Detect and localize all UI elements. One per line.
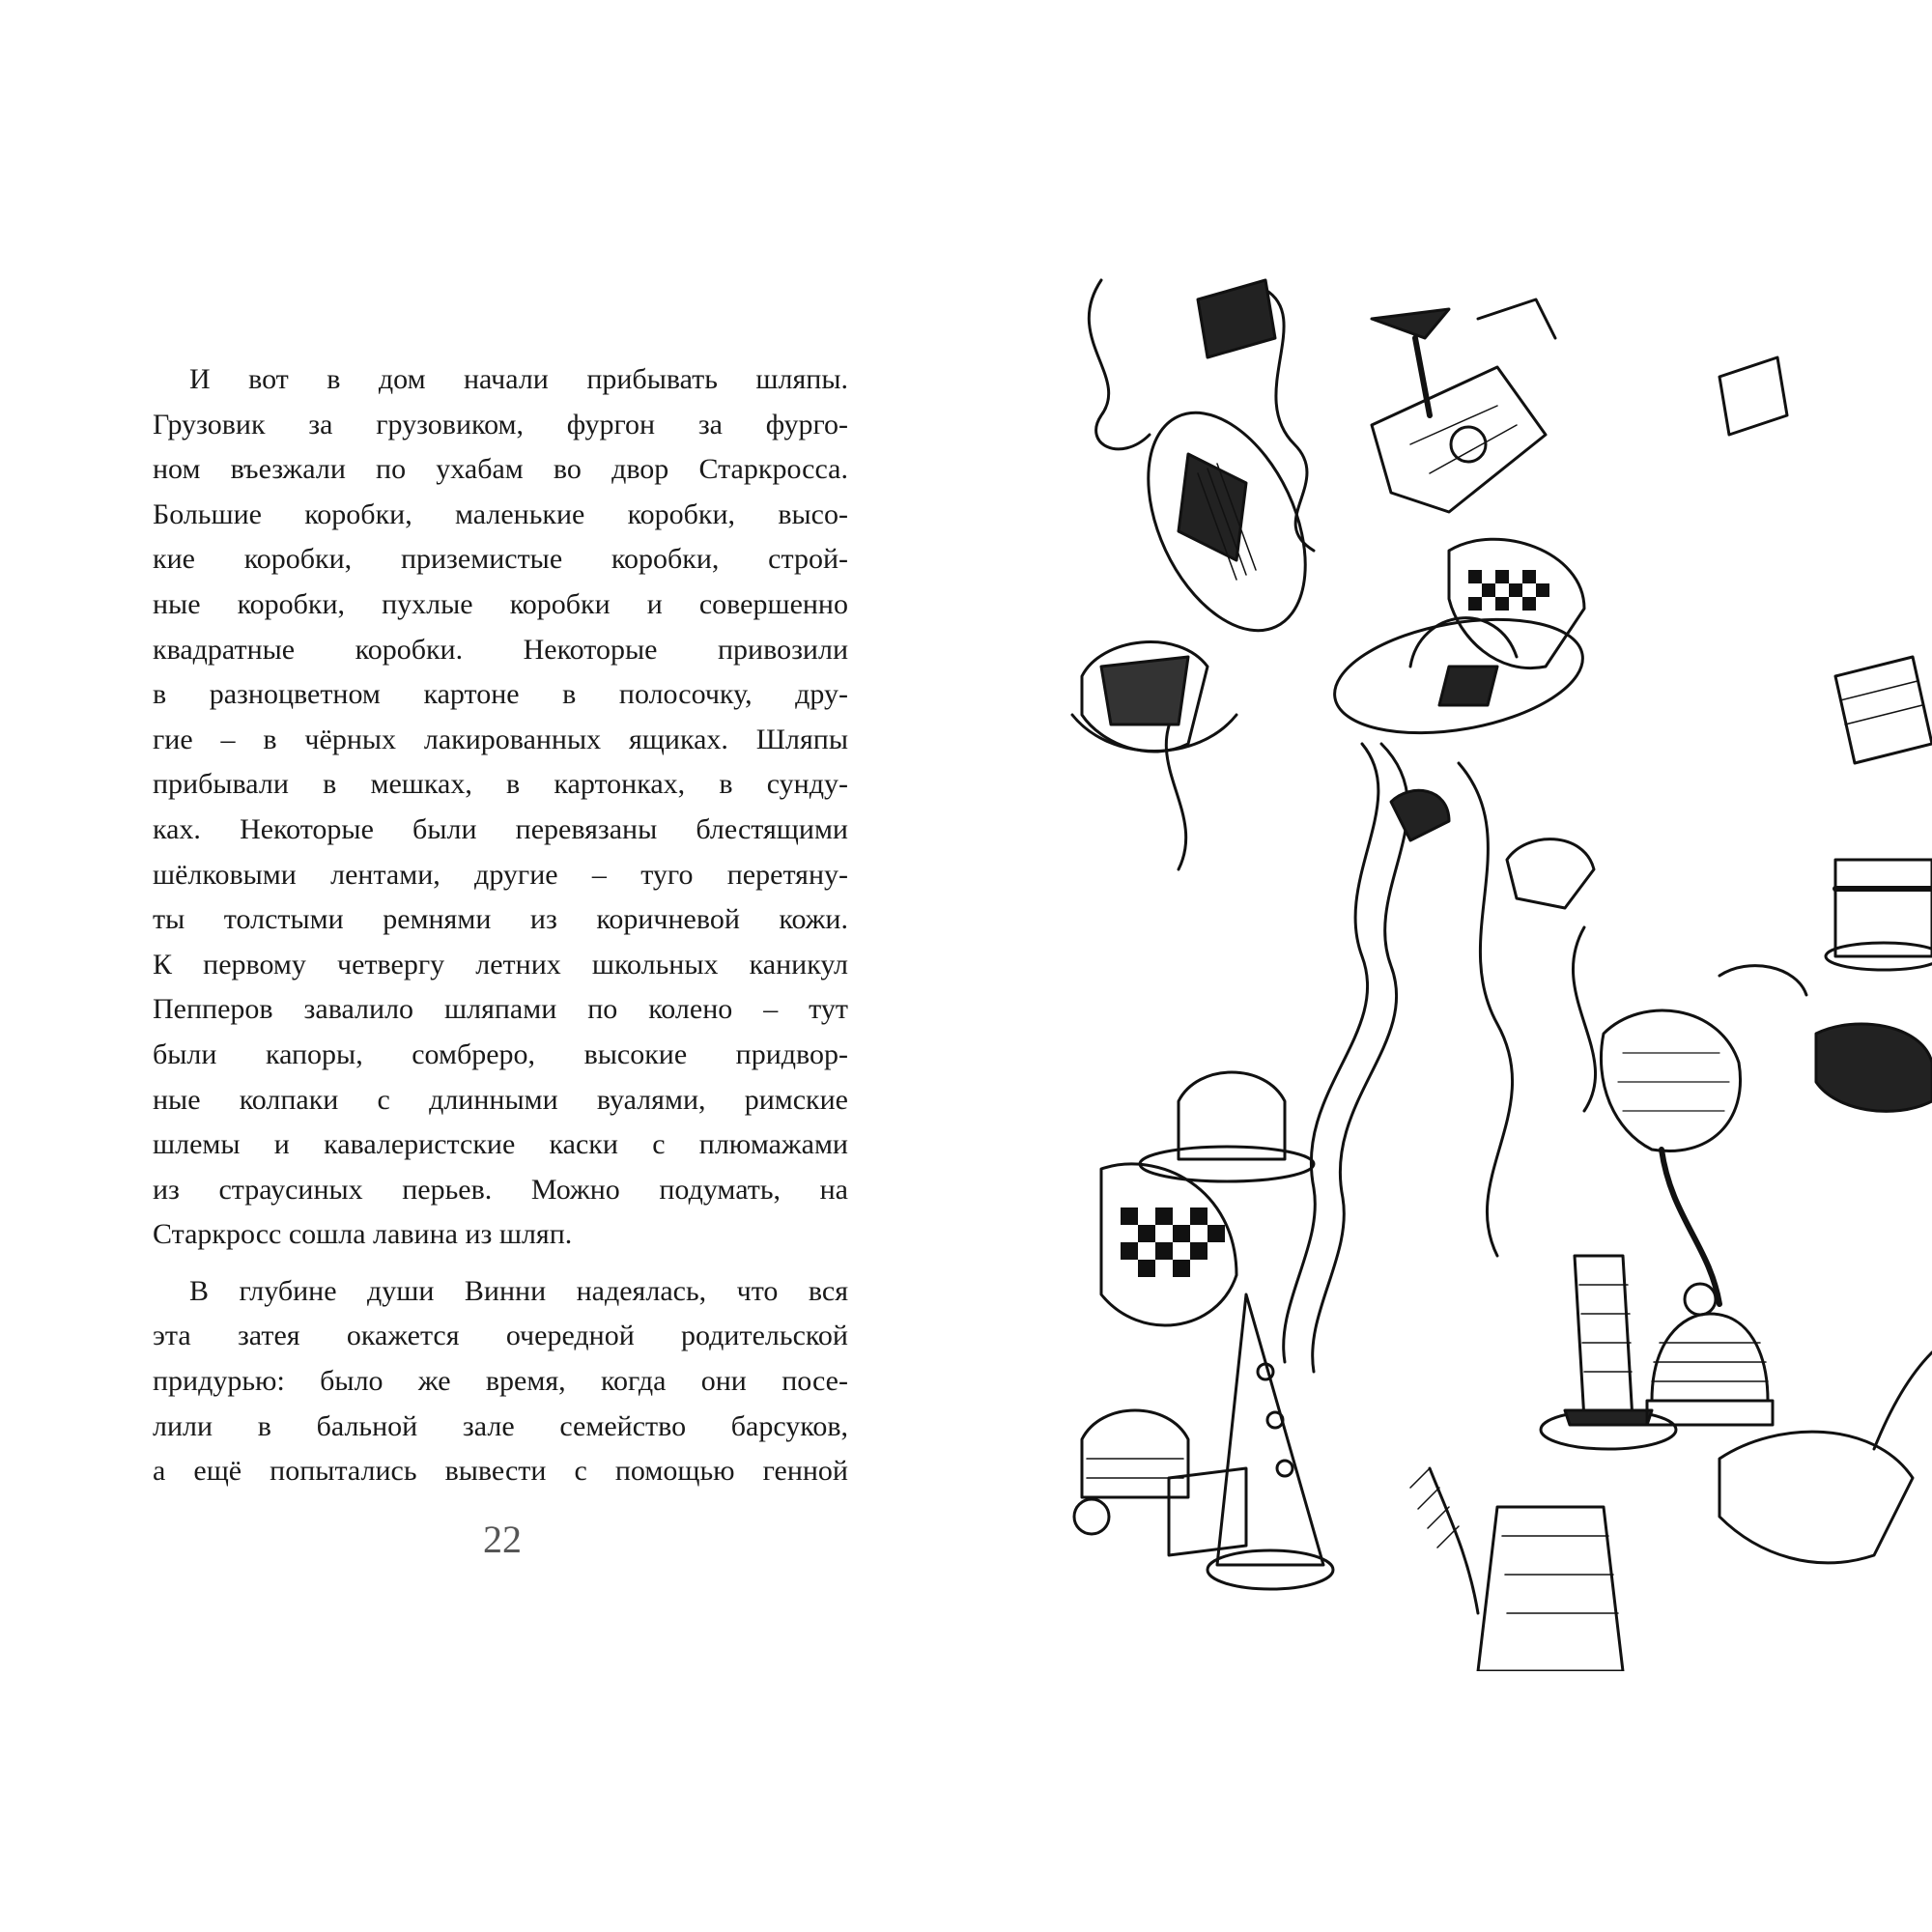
ribbon — [1573, 927, 1595, 1111]
ribbon — [1089, 280, 1150, 449]
text-line: Старкросс сошла лавина из шляп. — [153, 1218, 573, 1251]
hats-drawing — [1043, 261, 1932, 1671]
hat-drum — [1478, 1507, 1623, 1671]
text-column — [153, 357, 848, 1494]
text-line: шёлковыми лентами, другие – туго перетяну- — [153, 858, 848, 891]
hat-brimmed-large — [1117, 388, 1337, 656]
hat-tricorn — [1719, 1352, 1932, 1563]
hat-checkered — [1101, 1164, 1236, 1325]
text-line: прибывали в мешках, в картонках, в сунду- — [153, 768, 848, 801]
text-line: были капоры, сомбреро, высокие придвор- — [153, 1037, 848, 1070]
page-number: 22 — [483, 1518, 522, 1561]
hat-small-cap — [1391, 790, 1806, 995]
text-line: гие – в чёрных лакированных ящиках. Шляпы — [153, 723, 848, 755]
text-line: ные колпаки с длинными вуалями, римские — [153, 1083, 848, 1116]
text-line: Большие коробки, маленькие коробки, высо- — [153, 497, 848, 530]
hat-pencil-top — [1372, 309, 1449, 415]
text-line: в разноцветном картоне в полосочку, дру- — [153, 678, 848, 711]
text-line: эта затея окажется очередной родительской — [153, 1320, 848, 1352]
hat-checkered-small — [1449, 539, 1584, 668]
text-line: а ещё попытались вывести с помощью генной — [153, 1455, 848, 1488]
hats-illustration — [1043, 261, 1932, 1671]
text-line: из страусиных перьев. Можно подумать, на — [153, 1173, 848, 1206]
ribbon — [1459, 763, 1513, 1256]
hat-brim-right — [1816, 1024, 1932, 1111]
hat-box-top — [1198, 280, 1787, 435]
ribbon — [1166, 705, 1185, 869]
ribbon — [1313, 744, 1408, 1372]
text-line: В глубине души Винни надеялась, что вся — [189, 1274, 848, 1307]
hat-tall-top — [1541, 1256, 1676, 1449]
text-line: ном въезжали по ухабам во двор Старкросса. — [153, 453, 848, 486]
text-line: придурью: было же время, когда они посе- — [153, 1365, 848, 1398]
text-line: квадратные коробки. Некоторые привозили — [153, 633, 848, 666]
text-line: ные коробки, пухлые коробки и совершенно — [153, 587, 848, 620]
hat-bowler — [1140, 1072, 1314, 1181]
paragraph-1 — [153, 357, 848, 1258]
text-line: К первому четвергу летних школьных каникул — [153, 948, 848, 980]
text-line: кие коробки, приземистые коробки, строй- — [153, 543, 848, 576]
hat-knit-pompom — [1647, 1284, 1773, 1425]
text-line: Пепперов завалило шляпами по колено – тут — [153, 993, 848, 1026]
text-line: шлемы и кавалеристские каски с плюмажами — [153, 1128, 848, 1161]
hat-top-right — [1835, 657, 1932, 763]
text-line: лили в бальной зале семейство барсуков, — [153, 1409, 848, 1442]
hat-mitre — [1372, 367, 1546, 512]
feather — [1410, 1468, 1478, 1613]
hat-shako — [1826, 860, 1932, 970]
text-line: ках. Некоторые были перевязаны блестящими — [153, 812, 848, 845]
text-line: ты толстыми ремнями из коричневой кожи. — [153, 903, 848, 936]
text-line: Грузовик за грузовиком, фургон за фурго- — [153, 408, 848, 440]
hat-bonnet — [1072, 642, 1236, 753]
ribbon — [1284, 744, 1378, 1362]
paragraph-2 — [153, 1269, 848, 1494]
text-line: И вот в дом начали прибывать шляпы. — [189, 363, 848, 395]
